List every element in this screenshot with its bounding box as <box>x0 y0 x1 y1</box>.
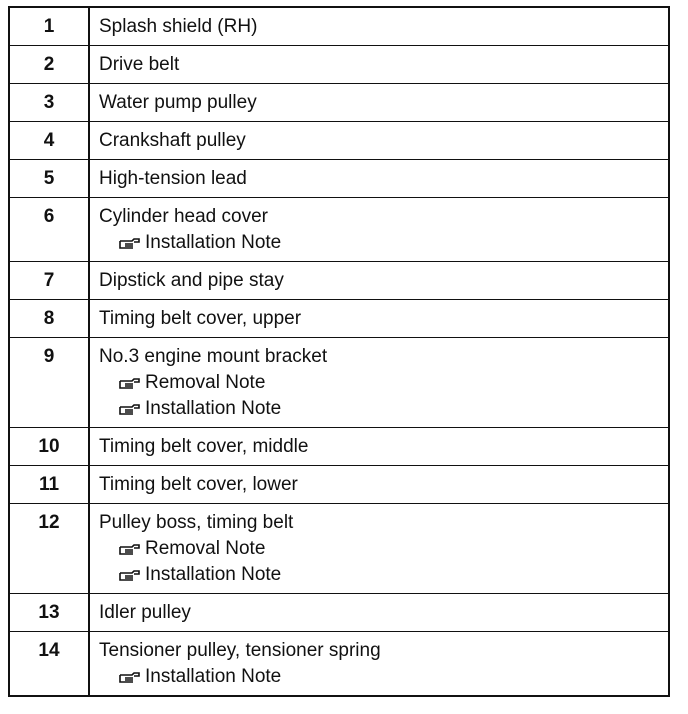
item-number: 1 <box>10 8 89 46</box>
item-description-cell <box>89 46 668 84</box>
pointing-hand-icon <box>119 236 141 250</box>
note-label: Installation Note <box>145 564 282 585</box>
reference-note[interactable] <box>99 562 660 588</box>
pointing-hand-icon <box>119 670 141 684</box>
part-name: Dipstick and pipe stay <box>99 270 284 291</box>
table-row <box>10 122 668 160</box>
part-name: Cylinder head cover <box>99 206 268 227</box>
reference-note[interactable] <box>99 396 660 422</box>
parts-table-body <box>10 8 668 695</box>
pointing-hand-icon <box>119 542 141 556</box>
item-description-cell <box>89 8 668 46</box>
table-row <box>10 262 668 300</box>
table-row <box>10 428 668 466</box>
note-list <box>99 370 660 422</box>
part-name: Idler pulley <box>99 602 191 623</box>
reference-note[interactable] <box>99 664 660 690</box>
table-row <box>10 594 668 632</box>
item-number: 6 <box>10 198 89 262</box>
note-list <box>99 230 660 256</box>
table-row <box>10 46 668 84</box>
table-row <box>10 632 668 696</box>
reference-note[interactable] <box>99 536 660 562</box>
item-number: 13 <box>10 594 89 632</box>
item-number: 14 <box>10 632 89 696</box>
pointing-hand-icon <box>119 402 141 416</box>
reference-note[interactable] <box>99 370 660 396</box>
item-number: 2 <box>10 46 89 84</box>
part-name: Crankshaft pulley <box>99 130 246 151</box>
table-row <box>10 338 668 428</box>
table-row <box>10 466 668 504</box>
reference-note[interactable] <box>99 230 660 256</box>
note-label: Installation Note <box>145 398 282 419</box>
part-name: Timing belt cover, lower <box>99 474 298 495</box>
table-row <box>10 160 668 198</box>
table-row <box>10 8 668 46</box>
pointing-hand-icon <box>119 376 141 390</box>
item-description-cell <box>89 504 668 594</box>
part-name: No.3 engine mount bracket <box>99 346 328 367</box>
item-description-cell <box>89 198 668 262</box>
item-number: 9 <box>10 338 89 428</box>
item-description-cell <box>89 122 668 160</box>
pointing-hand-icon <box>119 568 141 582</box>
item-number: 10 <box>10 428 89 466</box>
note-label: Removal Note <box>145 538 266 559</box>
item-description-cell <box>89 262 668 300</box>
note-label: Removal Note <box>145 372 266 393</box>
parts-table <box>10 8 668 695</box>
item-number: 5 <box>10 160 89 198</box>
part-name: Splash shield (RH) <box>99 16 258 37</box>
note-label: Installation Note <box>145 666 282 687</box>
note-list <box>99 536 660 588</box>
table-row <box>10 504 668 594</box>
item-description-cell <box>89 338 668 428</box>
note-label: Installation Note <box>145 232 282 253</box>
parts-table-frame <box>8 6 670 697</box>
item-description-cell <box>89 160 668 198</box>
part-name: High-tension lead <box>99 168 247 189</box>
item-description-cell <box>89 594 668 632</box>
item-number: 3 <box>10 84 89 122</box>
item-number: 7 <box>10 262 89 300</box>
item-description-cell <box>89 84 668 122</box>
part-name: Timing belt cover, middle <box>99 436 309 457</box>
part-name: Drive belt <box>99 54 180 75</box>
item-number: 12 <box>10 504 89 594</box>
item-description-cell <box>89 428 668 466</box>
part-name: Timing belt cover, upper <box>99 308 302 329</box>
part-name: Water pump pulley <box>99 92 257 113</box>
item-description-cell <box>89 632 668 696</box>
note-list <box>99 664 660 690</box>
part-name: Pulley boss, timing belt <box>99 512 294 533</box>
table-row <box>10 300 668 338</box>
item-description-cell <box>89 466 668 504</box>
item-number: 8 <box>10 300 89 338</box>
part-name: Tensioner pulley, tensioner spring <box>99 640 381 661</box>
table-row <box>10 198 668 262</box>
item-number: 4 <box>10 122 89 160</box>
table-row <box>10 84 668 122</box>
item-description-cell <box>89 300 668 338</box>
item-number: 11 <box>10 466 89 504</box>
